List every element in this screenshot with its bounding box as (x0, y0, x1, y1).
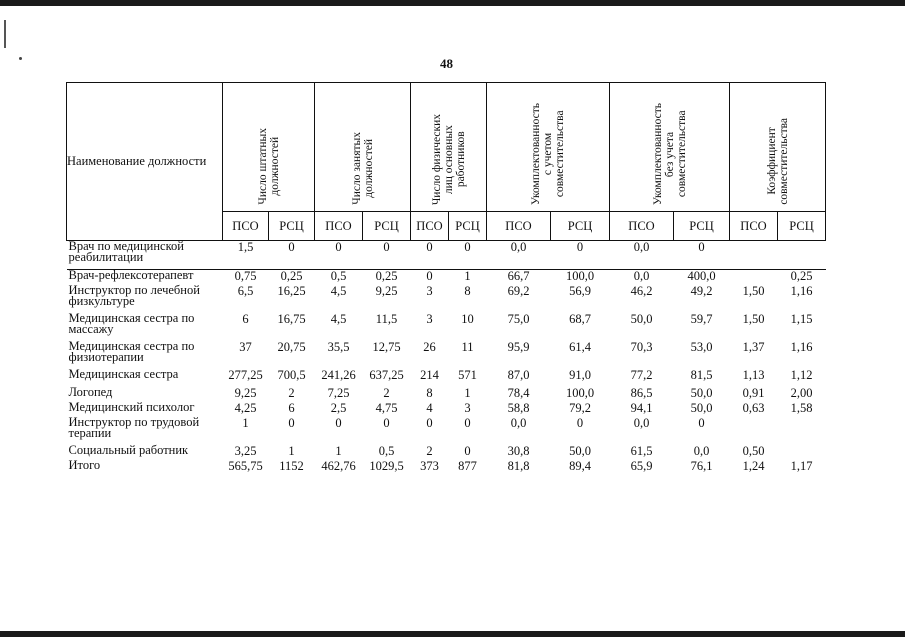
cell-value: 50,0 (690, 386, 713, 400)
cell-value: 1,5 (223, 241, 269, 270)
cell-value: 0 (464, 416, 471, 430)
cell-value: 0 (411, 241, 449, 270)
cell-value: 6 (242, 312, 249, 326)
top-scan-border (0, 0, 905, 6)
cell-value (778, 417, 826, 445)
cell-value: 0,0 (693, 444, 710, 458)
cell-value: 3,25 (234, 444, 257, 458)
cell-value: 0 (449, 241, 487, 270)
cell-value: 0 (698, 416, 705, 430)
row-name: Врач-рефлексотерапевт (68, 268, 194, 282)
sub-header: ПСО (730, 212, 778, 241)
cell-value: 1 (288, 444, 295, 458)
table-row (67, 460, 826, 475)
cell-value: 46,2 (630, 284, 653, 298)
cell-value: 1,37 (742, 340, 765, 354)
cell-value: 10 (461, 312, 474, 326)
cell-value: 0 (269, 241, 315, 270)
cell-value: 4,25 (234, 401, 257, 415)
sub-header: ПСО (223, 212, 269, 241)
cell-value: 50,0 (630, 312, 653, 326)
sub-header: РСЦ (363, 212, 411, 241)
cell-value: 2,5 (330, 401, 347, 415)
cell-value (778, 445, 826, 460)
group-parttime-coefficient-label: Коэффициент совместительства (765, 118, 790, 205)
cell-value: 7,25 (327, 386, 350, 400)
cell-value: 277,25 (228, 368, 263, 382)
group-parttime-coefficient (730, 83, 826, 212)
cell-value: 1,15 (790, 312, 813, 326)
cell-value: 1,16 (790, 340, 813, 354)
table-row (67, 445, 826, 460)
cell-value: 2 (426, 444, 433, 458)
cell-value: 0,0 (487, 241, 551, 270)
table-row (67, 285, 826, 313)
cell-value: 94,1 (630, 401, 653, 415)
row-name: Медицинская сестра (68, 367, 179, 381)
cell-value: 0 (315, 241, 363, 270)
sub-header: РСЦ (778, 212, 826, 241)
cell-value: 3 (426, 284, 433, 298)
cell-value: 462,76 (321, 459, 356, 473)
row-name: Социальный работник (68, 443, 189, 457)
cell-value: 9,25 (375, 284, 398, 298)
cell-value: 0 (363, 241, 411, 270)
cell-value: 0 (674, 241, 730, 270)
cell-value: 4 (426, 401, 433, 415)
group-staffing-with-parttime (487, 83, 610, 212)
cell-value: 49,2 (690, 284, 713, 298)
cell-value: 86,5 (630, 386, 653, 400)
cell-value: 95,9 (507, 340, 530, 354)
cell-value: 0,25 (790, 269, 813, 283)
cell-value: 2 (383, 386, 390, 400)
cell-value (730, 270, 778, 286)
cell-value: 1029,5 (369, 459, 404, 473)
scan-edge-mark (4, 20, 6, 48)
cell-value: 0 (426, 416, 433, 430)
sub-header: РСЦ (269, 212, 315, 241)
staffing-table (66, 82, 826, 475)
cell-value: 1152 (279, 459, 304, 473)
cell-value: 3 (464, 401, 471, 415)
cell-value: 61,5 (630, 444, 653, 458)
cell-value: 1,58 (790, 401, 813, 415)
row-name: Врач по медицинской реабилитации (67, 241, 223, 270)
cell-value (730, 241, 778, 270)
cell-value: 87,0 (507, 368, 530, 382)
row-name: Логопед (68, 385, 113, 399)
cell-value: 16,25 (277, 284, 306, 298)
cell-value: 78,4 (507, 386, 530, 400)
group-staffing-with-parttime-label: Укомплектованность с учетом совместительства (529, 102, 567, 205)
row-name: Инструктор по трудовой терапии (68, 415, 200, 441)
cell-value: 1,50 (742, 312, 765, 326)
cell-value: 0,5 (330, 269, 347, 283)
cell-value: 2,00 (790, 386, 813, 400)
cell-value: 4,5 (330, 284, 347, 298)
scan-dot (19, 57, 22, 60)
cell-value: 3 (426, 312, 433, 326)
column-title: Наименование должности (67, 83, 223, 241)
cell-value: 26 (423, 340, 436, 354)
sub-header: ПСО (315, 212, 363, 241)
cell-value: 79,2 (569, 401, 591, 415)
cell-value: 0,91 (742, 386, 765, 400)
group-staff-positions-label: Число штатных должностей (256, 128, 281, 205)
table-row (67, 369, 826, 387)
cell-value: 637,25 (369, 368, 404, 382)
cell-value: 56,9 (569, 284, 591, 298)
cell-value: 571 (458, 368, 477, 382)
row-name: Инструктор по лечебной физкультуре (68, 283, 200, 309)
cell-value: 6 (288, 401, 295, 415)
cell-value: 214 (420, 368, 439, 382)
cell-value: 0,25 (280, 269, 303, 283)
cell-value: 1 (242, 416, 249, 430)
cell-value: 50,0 (690, 401, 713, 415)
cell-value: 1 (464, 386, 471, 400)
cell-value: 0 (464, 444, 471, 458)
cell-value: 1 (335, 444, 342, 458)
cell-value: 59,7 (690, 312, 713, 326)
group-physical-persons-label: Число физических лиц основных работников (430, 113, 467, 205)
cell-value: 1,12 (790, 368, 813, 382)
group-occupied-positions (315, 83, 411, 212)
cell-value: 1,13 (742, 368, 765, 382)
cell-value: 8 (426, 386, 433, 400)
cell-value: 1,50 (742, 284, 765, 298)
cell-value: 0,0 (610, 241, 674, 270)
cell-value: 11,5 (375, 312, 398, 326)
cell-value: 20,75 (277, 340, 306, 354)
cell-value: 0 (335, 416, 342, 430)
cell-value: 12,75 (372, 340, 401, 354)
cell-value: 50,0 (569, 444, 591, 458)
table-body (67, 241, 826, 476)
cell-value: 0 (383, 416, 390, 430)
cell-value: 0,5 (378, 444, 395, 458)
cell-value: 0 (551, 241, 610, 270)
table-row (67, 417, 826, 445)
cell-value: 4,75 (375, 401, 398, 415)
cell-value: 89,4 (569, 459, 591, 473)
cell-value: 35,5 (327, 340, 350, 354)
cell-value: 0,25 (375, 269, 398, 283)
cell-value: 100,0 (565, 269, 595, 283)
table-row (67, 341, 826, 369)
page-number: 48 (440, 56, 453, 71)
cell-value: 0 (426, 269, 433, 283)
row-name: Итого (68, 458, 101, 472)
row-name: Медицинский психолог (68, 400, 195, 414)
cell-value: 700,5 (277, 368, 306, 382)
cell-value: 2 (288, 386, 295, 400)
cell-value: 0,50 (742, 444, 765, 458)
group-staff-positions (223, 83, 315, 212)
table-row (67, 313, 826, 341)
cell-value: 8 (464, 284, 471, 298)
cell-value: 373 (420, 459, 439, 473)
sub-header: ПСО (487, 212, 551, 241)
cell-value: 70,3 (630, 340, 653, 354)
cell-value: 0,75 (234, 269, 257, 283)
cell-value: 37 (239, 340, 252, 354)
cell-value: 9,25 (234, 386, 257, 400)
sub-header: ПСО (411, 212, 449, 241)
row-name: Медицинская сестра по массажу (68, 311, 195, 337)
group-staffing-without-parttime (610, 83, 730, 212)
cell-value: 1,24 (742, 459, 765, 473)
cell-value: 0 (288, 416, 295, 430)
row-name: Медицинская сестра по физиотерапии (68, 339, 195, 365)
group-staffing-without-parttime-label: Укомплектованность без учета совместительства (651, 102, 688, 205)
cell-value: 1,16 (790, 284, 813, 298)
sub-header: ПСО (610, 212, 674, 241)
group-occupied-positions-label: Число занятых должностей (350, 132, 375, 205)
cell-value: 68,7 (569, 312, 591, 326)
cell-value: 4,5 (330, 312, 347, 326)
cell-value: 877 (458, 459, 477, 473)
cell-value: 75,0 (507, 312, 530, 326)
cell-value (730, 417, 778, 445)
cell-value: 11 (461, 340, 474, 354)
cell-value: 58,8 (507, 401, 530, 415)
cell-value: 0,0 (633, 269, 650, 283)
cell-value: 66,7 (507, 269, 530, 283)
sub-header: РСЦ (551, 212, 610, 241)
cell-value: 1 (464, 269, 471, 283)
cell-value: 100,0 (565, 386, 595, 400)
cell-value (778, 241, 826, 270)
cell-value: 81,5 (690, 368, 713, 382)
cell-value: 81,8 (507, 459, 530, 473)
cell-value: 241,26 (321, 368, 356, 382)
cell-value: 76,1 (690, 459, 713, 473)
cell-value: 30,8 (507, 444, 530, 458)
sub-header: РСЦ (674, 212, 730, 241)
cell-value: 69,2 (507, 284, 530, 298)
cell-value: 16,75 (277, 312, 306, 326)
bottom-scan-border (0, 631, 905, 637)
sub-header: РСЦ (449, 212, 487, 241)
cell-value: 0 (576, 416, 584, 430)
cell-value: 61,4 (569, 340, 591, 354)
header-group-row (67, 83, 826, 212)
cell-value: 0,63 (742, 401, 765, 415)
group-physical-persons (411, 83, 487, 212)
cell-value: 0,0 (510, 416, 527, 430)
cell-value: 6,5 (237, 284, 254, 298)
cell-value: 53,0 (690, 340, 713, 354)
cell-value: 77,2 (630, 368, 653, 382)
cell-value: 400,0 (687, 269, 716, 283)
cell-value: 91,0 (569, 368, 591, 382)
cell-value: 565,75 (228, 459, 263, 473)
table-row (67, 241, 826, 270)
cell-value: 0,0 (633, 416, 650, 430)
cell-value: 1,17 (790, 459, 813, 473)
cell-value: 65,9 (630, 459, 653, 473)
